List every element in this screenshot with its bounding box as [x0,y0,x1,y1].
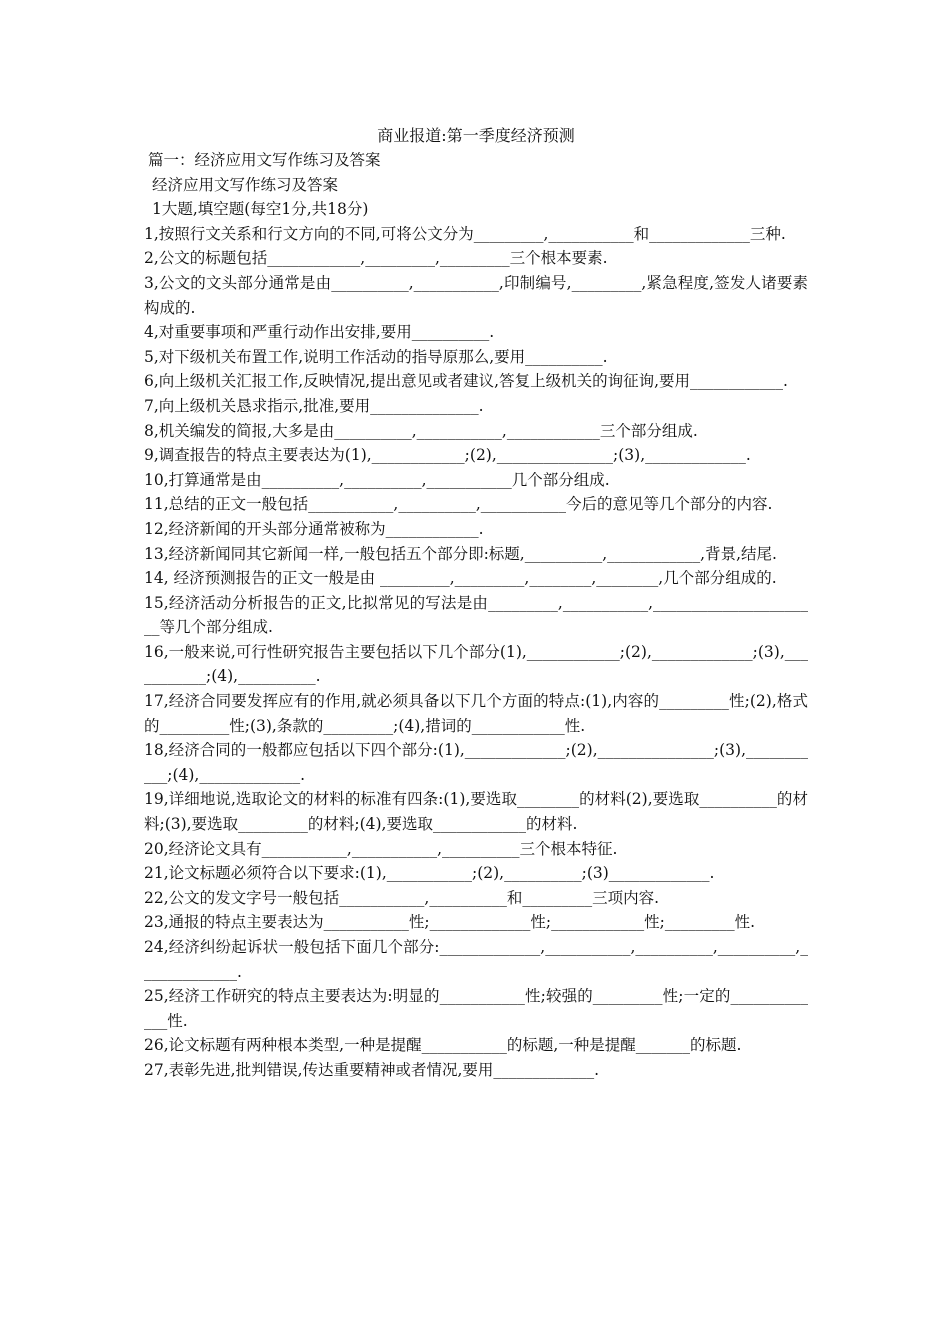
question-item: 8,机关编发的简报,大多是由__________,___________,____________三个部分组成. [144,421,698,440]
question-item: 16,一般来说,可行性研究报告主要包括以下几个部分(1),____________;(2),_____________;(3),___________;(4),__________. [144,642,808,686]
question-item: 3,公文的文头部分通常是由__________,___________,印制编号,_________,紧急程度,签发人诸要素构成的. [144,273,808,317]
question-item: 13,经济新闻同其它新闻一样,一般包括五个部分即:标题,__________,____________,背景,结尾. [144,544,777,563]
question-item: 26,论文标题有两种根本类型,一种是提醒___________的标题,一种是提醒_______的标题. [144,1036,742,1055]
question-item: 1,按照行文关系和行文方向的不同,可将公文分为_________,___________和_____________三种. [144,224,786,243]
document-title: 商业报道:第一季度经济预测 [377,126,575,145]
section-heading: 1大题,填空题(每空1分,共18分) [152,200,369,219]
question-item: 27,表彰先进,批判错误,传达重要精神或者情况,要用_____________. [144,1060,600,1079]
question-item: 15,经济活动分析报告的正文,比拟常见的写法是由_________,___________,______________________等几个部分组成. [144,593,808,637]
question-item: 21,论文标题必须符合以下要求:(1),___________;(2),__________;(3)_____________. [144,864,715,883]
question-item: 10,打算通常是由__________,__________,___________几个部分组成. [144,470,610,489]
question-item: 11,总结的正文一般包括___________,__________,___________今后的意见等几个部分的内容. [144,495,773,514]
question-item: 24,经济纠纷起诉状一般包括下面几个部分:_____________,___________,__________,__________,_____________. [144,938,808,981]
question-item: 6,向上级机关汇报工作,反映情况,提出意见或者建议,答复上级机关的询征询,要用____________. [144,372,788,391]
question-item: 2,公文的标题包括____________,_________,_________三个根本要素. [144,249,608,268]
question-item: 18,经济合同的一般都应包括以下四个部分:(1),_____________;(2),_______________;(3),___________;(4),_____________. [144,741,808,784]
question-item: 12,经济新闻的开头部分通常被称为____________. [144,519,484,538]
question-list [144,222,808,1083]
question-item: 14, 经济预测报告的正文一般是由 _________,_________,________,________,几个部分组成的. [144,569,777,588]
question-item: 22,公文的发文字号一般包括___________,__________和_________三项内容. [144,888,660,907]
question-item: 20,经济论文具有___________,___________,__________三个根本特征. [144,839,618,858]
question-item: 25,经济工作研究的特点主要表达为:明显的___________性;较强的_________性;一定的_____________性. [144,987,808,1030]
question-item: 17,经济合同要发挥应有的作用,就必须具备以下几个方面的特点:(1),内容的_________性;(2),格式的_________性;(3),条款的_________;(4),措词的____________性. [144,692,808,735]
question-item: 19,详细地说,选取论文的材料的标准有四条:(1),要选取________的材料(2),要选取__________的材料;(3),要选取_________的材料;(4),要选取____________的材料. [144,790,808,834]
question-item: 23,通报的特点主要表达为___________性;_____________性;____________性;_________性. [144,913,755,932]
part-heading: 篇一：经济应用文写作练习及答案 [148,151,381,169]
question-item: 7,向上级机关恳求指示,批准,要用______________. [144,396,484,415]
subheading: 经济应用文写作练习及答案 [152,175,339,194]
question-item: 5,对下级机关布置工作,说明工作活动的指导原那么,要用__________. [144,347,608,366]
question-item: 4,对重要事项和严重行动作出安排,要用__________. [144,323,495,342]
document-page [144,124,808,1083]
question-item: 9,调查报告的特点主要表达为(1),____________;(2),_______________;(3),_____________. [144,446,751,465]
